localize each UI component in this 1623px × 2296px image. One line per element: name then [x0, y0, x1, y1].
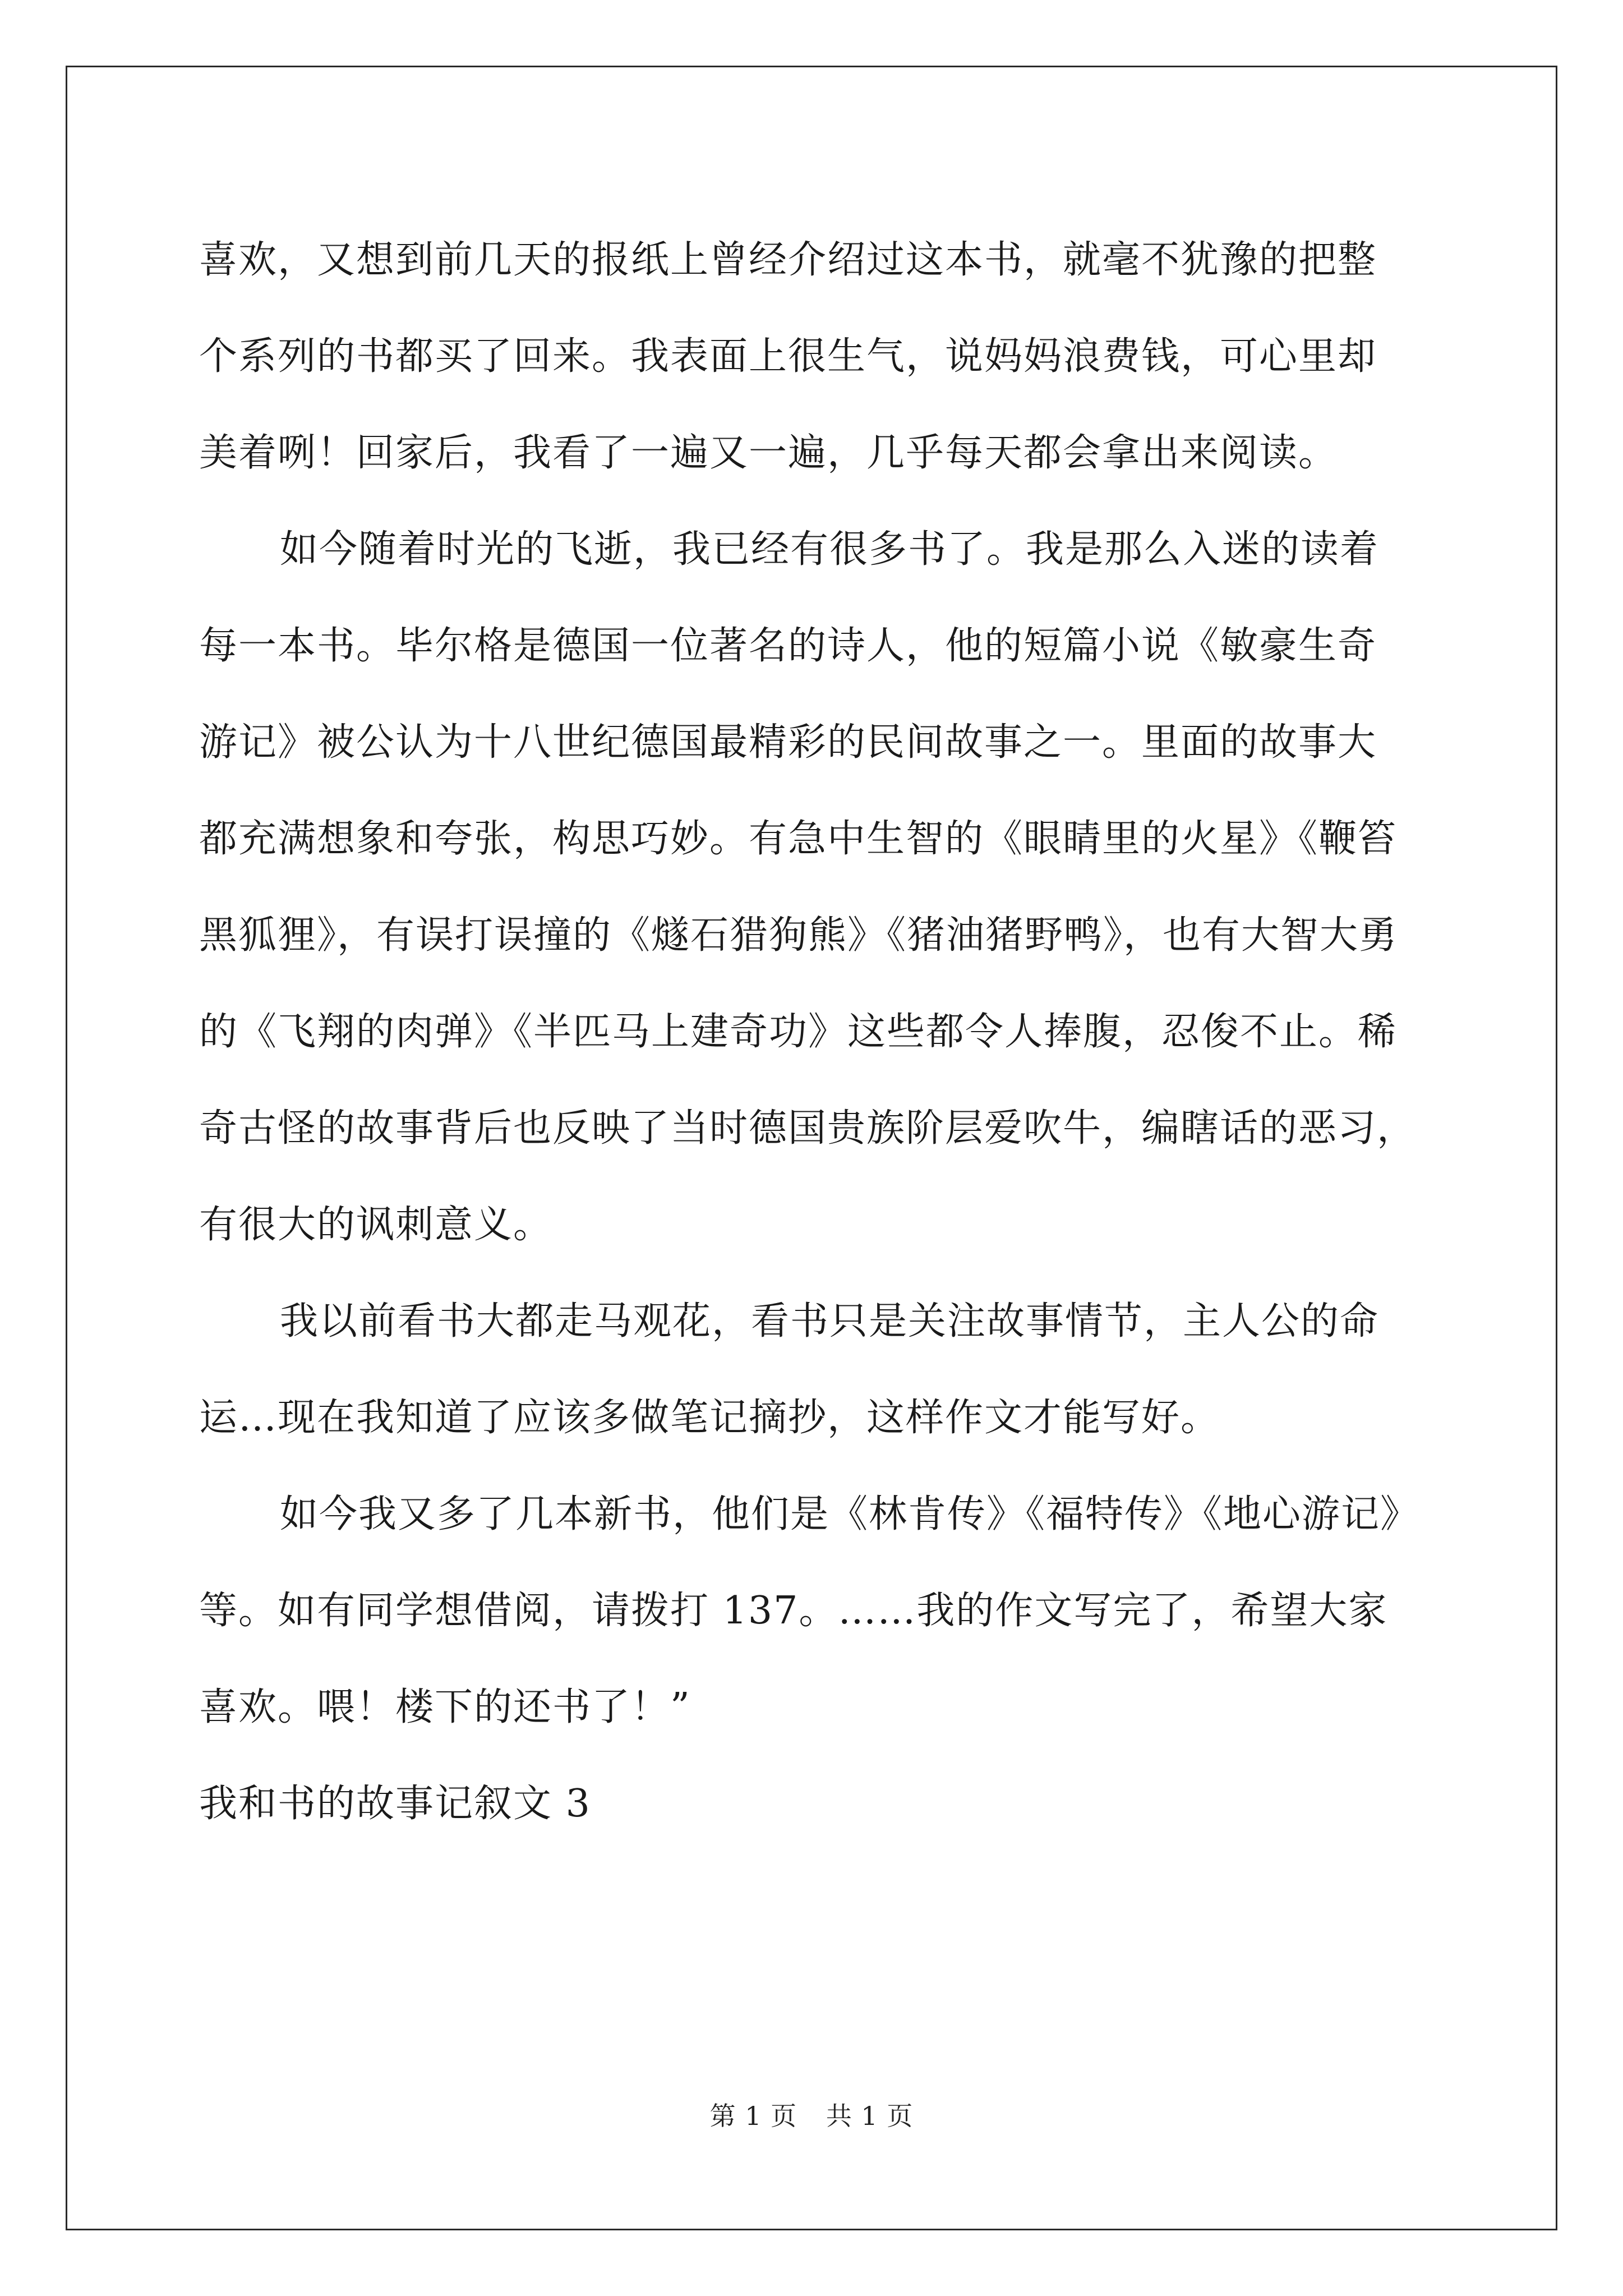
section-heading: 我和书的故事记叙文 3: [199, 1782, 591, 1826]
text-line: 等。如有同学想借阅，请拨打 137。……我的作文写完了，希望大家: [199, 1589, 1388, 1633]
text-line: 个系列的书都买了回来。我表面上很生气，说妈妈浪费钱，可心里却: [199, 334, 1377, 379]
text-line: 喜欢。喂！楼下的还书了！”: [199, 1685, 691, 1729]
text-line: 有很大的讽刺意义。: [199, 1203, 553, 1247]
text-line: 如今我又多了几本新书，他们是《林肯传》《福特传》《地心游记》: [280, 1492, 1420, 1536]
paragraph-2: [199, 501, 1433, 1273]
paragraph-3: [199, 1273, 1433, 1466]
text-line: 游记》被公认为十八世纪德国最精彩的民间故事之一。里面的故事大: [199, 720, 1377, 765]
page-footer: [0, 2096, 1623, 2133]
text-line: 喜欢，又想到前几天的报纸上曾经介绍过这本书，就毫不犹豫的把整: [199, 238, 1377, 282]
paragraph-4: [199, 1466, 1433, 1756]
text-line: 都充满想象和夸张，构思巧妙。有急中生智的《眼睛里的火星》《鞭笞: [199, 817, 1398, 861]
text-line: 的《飞翔的肉弹》《半匹马上建奇功》这些都令人捧腹，忍俊不止。稀: [199, 1010, 1398, 1054]
text-line: 如今随着时光的飞逝，我已经有很多书了。我是那么入迷的读着: [280, 527, 1380, 572]
page-total: 共 1 页: [826, 2101, 914, 2131]
text-line: 我以前看书大都走马观花，看书只是关注故事情节，主人公的命: [280, 1299, 1380, 1343]
text-line: 黑狐狸》，有误打误撞的《燧石猎狗熊》《猪油猪野鸭》，也有大智大勇: [199, 913, 1399, 958]
paragraph-1: [199, 212, 1433, 501]
text-line: 运…现在我知道了应该多做笔记摘抄，这样作文才能写好。: [199, 1396, 1220, 1440]
text-line: 每一本书。毕尔格是德国一位著名的诗人，他的短篇小说《敏豪生奇: [199, 624, 1377, 668]
page-number: 第 1 页: [709, 2101, 797, 2131]
document-body: [199, 212, 1433, 1852]
text-line: 奇古怪的故事背后也反映了当时德国贵族阶层爱吹牛，编瞎话的恶习，: [199, 1106, 1417, 1151]
text-line: 美着咧！回家后，我看了一遍又一遍，几乎每天都会拿出来阅读。: [199, 431, 1338, 475]
